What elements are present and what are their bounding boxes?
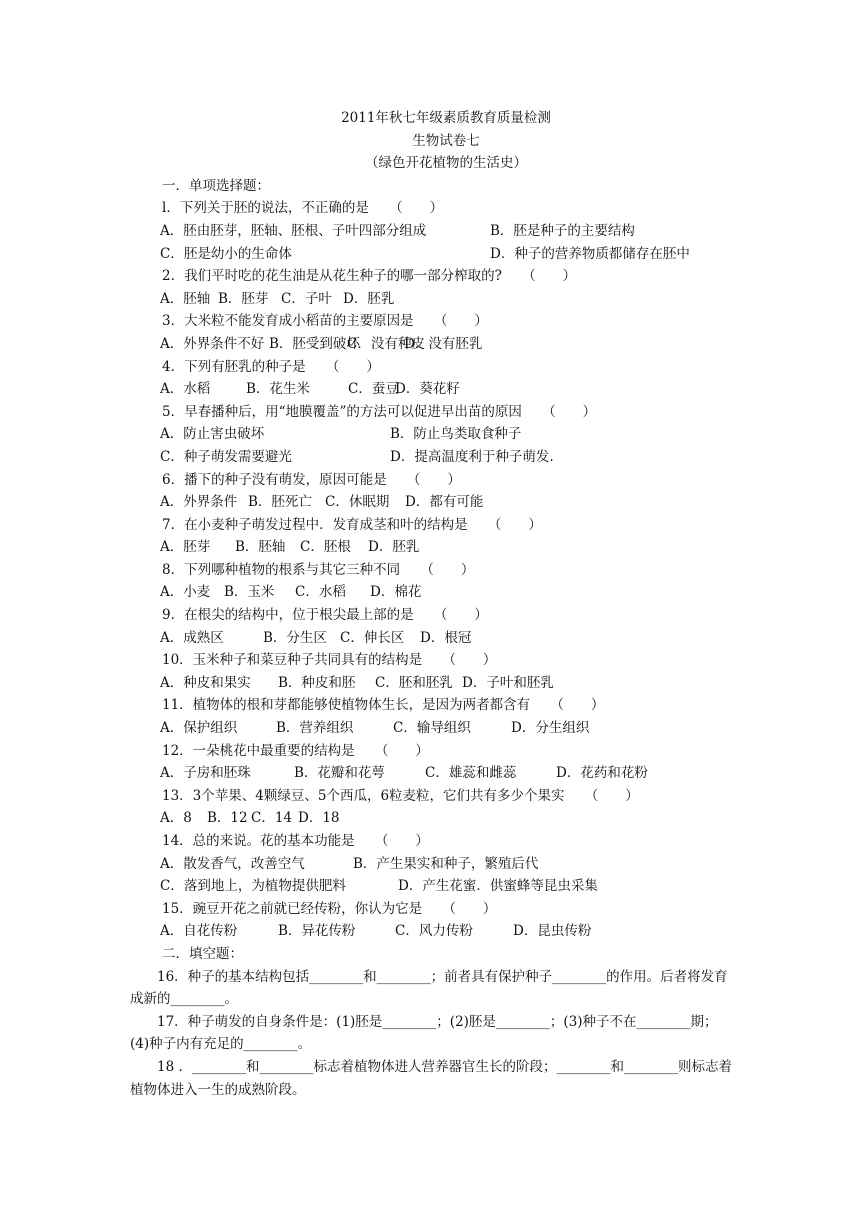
option: C．子叶 bbox=[281, 290, 332, 307]
option: A．小麦 bbox=[160, 584, 211, 601]
option: B．玉米 bbox=[224, 584, 275, 601]
option: D．葵花籽 bbox=[395, 381, 460, 398]
exam-paper bbox=[130, 107, 732, 1101]
option: B．胚受到破坏 bbox=[269, 335, 360, 352]
option-row bbox=[160, 875, 732, 898]
option: B．花生米 bbox=[246, 381, 310, 398]
option-row bbox=[160, 446, 732, 469]
option: D．子叶和胚乳 bbox=[462, 674, 554, 691]
question-stem: 7．在小麦种子萌发过程中．发育成茎和叶的结构是 （ ） bbox=[162, 516, 542, 533]
fill-question: 16．种子的基本结构包括________和________；前者具有保护种子________的作用。后者将发育成新的________。 bbox=[130, 968, 728, 1008]
option-row bbox=[160, 717, 732, 740]
fill-question: 17．种子萌发的自身条件是：(1)胚是________；(2)胚是________；(3)种子不在________期；(4)种子内有充足的________。 bbox=[130, 1013, 718, 1053]
question-stem: 4．下列有胚乳的种子是 （ ） bbox=[162, 358, 380, 375]
option: D．胚乳 bbox=[343, 290, 395, 307]
question-stem: 12．一朵桃花中最重要的结构是 （ ） bbox=[162, 742, 429, 759]
question-stem: 6．播下的种子没有萌发，原因可能是 （ ） bbox=[162, 471, 461, 488]
option-row bbox=[160, 853, 732, 876]
option: C．没有种皮 bbox=[347, 335, 425, 352]
option: C．胚和胚乳 bbox=[375, 674, 453, 691]
option: B．胚死亡 bbox=[248, 494, 312, 511]
question-stem: 13．3个苹果、4颗绿豆、5个西瓜，6粒麦粒，它们共有多少个果实 （ ） bbox=[162, 787, 639, 804]
option: D．根冠 bbox=[420, 629, 472, 646]
option-row bbox=[160, 920, 732, 943]
question-stem: 5．早春播种后，用“地膜覆盖”的方法可以促进早出苗的原因 （ ） bbox=[162, 403, 597, 420]
option-row bbox=[160, 627, 732, 650]
question-stem: 11．植物体的根和芽都能够使植物体生长，是因为两者都含有 （ ） bbox=[162, 697, 605, 714]
fill-list bbox=[130, 966, 732, 1102]
option: A．自花传粉 bbox=[160, 923, 238, 940]
question-stem: 9．在根尖的结构中，位于根尖最上部的是 （ ） bbox=[162, 607, 488, 624]
question-stem: 2．我们平时吃的花生油是从花生种子的哪一部分榨取的? （ ） bbox=[162, 268, 577, 285]
option-row bbox=[160, 378, 732, 401]
option: A．胚由胚芽，胚轴、胚根、子叶四部分组成 bbox=[160, 222, 427, 239]
option: A．胚轴 bbox=[160, 290, 211, 307]
option: A．子房和胚珠 bbox=[160, 765, 251, 782]
option: C．蚕豆 bbox=[348, 381, 399, 398]
question-stem: 3．大米粒不能发育成小稻苗的主要原因是 （ ） bbox=[162, 313, 488, 330]
option: B．胚芽 bbox=[218, 290, 269, 307]
option: B．产生果实和种子，繁殖后代 bbox=[353, 855, 539, 872]
section-heading-choice: 一．单项选择题： bbox=[162, 177, 270, 194]
option: B．花瓣和花萼 bbox=[294, 765, 385, 782]
question-stem: l．下列关于胚的说法，不正确的是 （ ） bbox=[162, 200, 444, 217]
option: C．雄蕊和雌蕊 bbox=[425, 765, 517, 782]
option: C．水稻 bbox=[295, 584, 346, 601]
option-row bbox=[160, 672, 732, 695]
option: B．胚是种子的主要结构 bbox=[490, 222, 635, 239]
option: D．花药和花粉 bbox=[556, 765, 648, 782]
option: A．8 bbox=[160, 810, 192, 827]
option: C．胚根 bbox=[300, 539, 351, 556]
option-row bbox=[160, 333, 732, 356]
option: A．保护组织 bbox=[160, 720, 238, 737]
option: A．外界条件 bbox=[160, 494, 238, 511]
option: A．种皮和果实 bbox=[160, 674, 251, 691]
exam-subtitle: 生物试卷七 bbox=[412, 132, 480, 149]
option: B．种皮和胚 bbox=[278, 674, 356, 691]
option: C．种子萌发需要避光 bbox=[160, 448, 292, 465]
option: C．14 bbox=[251, 810, 293, 827]
question-stem: 10．玉米种子和菜豆种子共同具有的结构是 （ ） bbox=[162, 652, 497, 669]
option: C．胚是幼小的生命体 bbox=[160, 245, 292, 262]
option: D．产生花蜜．供蜜蜂等昆虫采集 bbox=[398, 878, 598, 895]
option: D．棉花 bbox=[370, 584, 422, 601]
option-row bbox=[160, 243, 732, 266]
question-stem: 15．豌豆开花之前就已经传粉，你认为它是 （ ） bbox=[162, 900, 497, 917]
option: D．昆虫传粉 bbox=[513, 923, 592, 940]
option: A．胚芽 bbox=[160, 539, 211, 556]
option-row bbox=[160, 288, 732, 311]
option: A．散发香气，改善空气 bbox=[160, 855, 305, 872]
option: A．水稻 bbox=[160, 381, 211, 398]
option: D．18 bbox=[298, 810, 340, 827]
option: D．胚乳 bbox=[368, 539, 420, 556]
option: D．都有可能 bbox=[405, 494, 484, 511]
question-stem: 14．总的来说。花的基本功能是 （ ） bbox=[162, 833, 429, 849]
option: D．提高温度利于种子萌发. bbox=[390, 448, 554, 465]
option: B．12 bbox=[207, 810, 248, 827]
option-row bbox=[160, 762, 732, 785]
option: D．没有胚乳 bbox=[404, 335, 483, 352]
option: C．伸长区 bbox=[340, 629, 405, 646]
option: B．异花传粉 bbox=[278, 923, 356, 940]
fill-question: 18 ．________和________标志着植物体进人营养器官生长的阶段；________和________则标志着植物体进入一生的成熟阶段。 bbox=[130, 1058, 732, 1098]
option-row bbox=[160, 423, 732, 446]
question-stem: 8．下列哪种植物的根系与其它三种不同 （ ） bbox=[162, 561, 475, 578]
question-list bbox=[160, 197, 732, 943]
option-row bbox=[160, 807, 732, 830]
option: B．分生区 bbox=[263, 629, 327, 646]
option: D．分生组织 bbox=[511, 720, 590, 737]
option: B．防止鸟类取食种子 bbox=[390, 426, 522, 443]
exam-title: 2011年秋七年级素质教育质量检测 bbox=[341, 110, 551, 126]
section-heading-fill: 二．填空题： bbox=[162, 945, 243, 962]
option: C．风力传粉 bbox=[395, 923, 473, 940]
option: A．防止害虫破坏 bbox=[160, 426, 265, 443]
option-row bbox=[160, 220, 732, 243]
option: C．输导组织 bbox=[393, 720, 471, 737]
option-row bbox=[160, 491, 732, 514]
option-row bbox=[160, 536, 732, 559]
option: B．营养组织 bbox=[276, 720, 354, 737]
option: C．落到地上，为植物提供肥料 bbox=[160, 878, 346, 895]
exam-topic: （绿色开花植物的生活史） bbox=[365, 155, 527, 172]
option: D．种子的营养物质都储存在胚中 bbox=[490, 245, 690, 262]
option-row bbox=[160, 581, 732, 604]
option: B．胚轴 bbox=[235, 539, 286, 556]
option: A．成熟区 bbox=[160, 629, 224, 646]
option: C．休眠期 bbox=[325, 494, 390, 511]
option: A．外界条件不好 bbox=[160, 335, 265, 352]
